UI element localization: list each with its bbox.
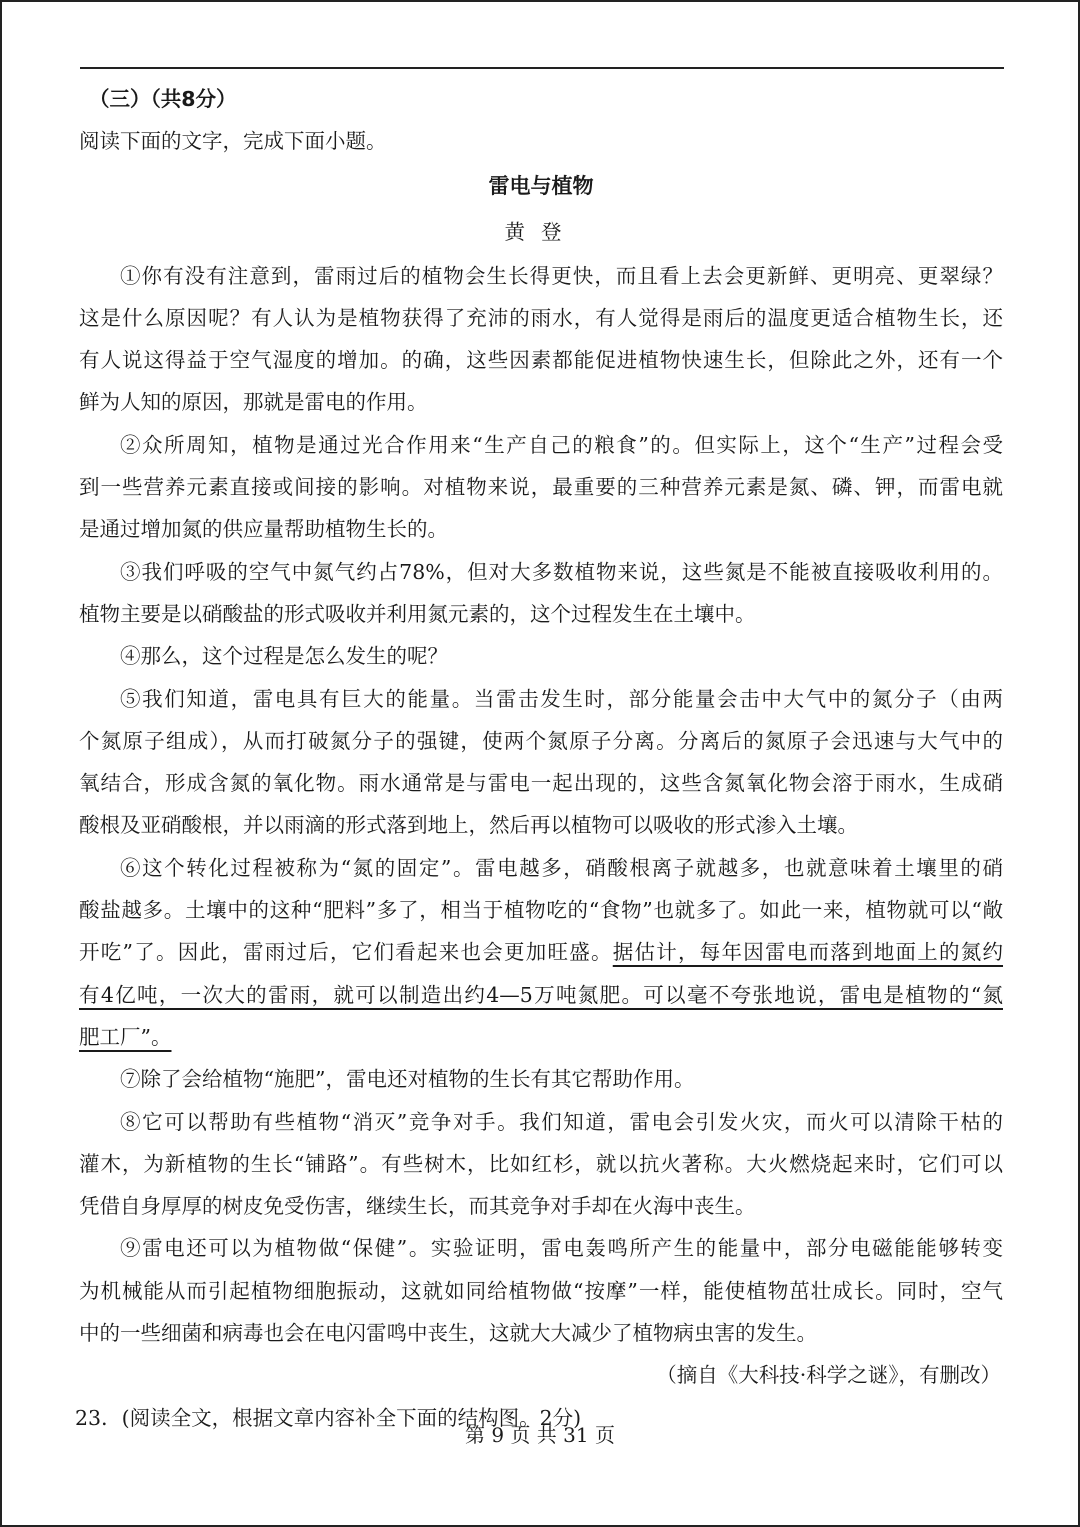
underlined-sentence: 肥工厂”。 bbox=[79, 1024, 172, 1049]
paragraph-line: ⑦除了会给植物“施肥”，雷电还对植物的生长有其它帮助作用。 bbox=[120, 1067, 695, 1092]
paragraph-line: 为机械能从而引起植物细胞振动，这就如同给植物做“按摩”一样，能使植物茁壮成长。同时，空气 bbox=[79, 1278, 1003, 1303]
section-heading: （三）（共8分） bbox=[89, 87, 237, 111]
paragraph-line: 是通过增加氮的供应量帮助植物生长的。 bbox=[79, 517, 448, 542]
paragraph-line: ③我们呼吸的空气中氮气约占78%，但对大多数植物来说，这些氮是不能被直接吸收利用的。 bbox=[120, 559, 1003, 584]
paragraph-line: 酸盐越多。土壤中的这种“肥料”多了，相当于植物吃的“食物”也就多了。如此一来，植物就可以“敞 bbox=[79, 898, 1003, 923]
paragraph-line: 这是什么原因呢？有人认为是植物获得了充沛的雨水，有人觉得是雨后的温度更适合植物生长，还 bbox=[79, 305, 1003, 330]
paragraph-line: 个氮原子组成），从而打破氮分子的强键，使两个氮原子分离。分离后的氮原子会迅速与大气中的 bbox=[79, 728, 1003, 753]
paragraph-line: 到一些营养元素直接或间接的影响。对植物来说，最重要的三种营养元素是氮、磷、钾，而雷电就 bbox=[79, 475, 1003, 500]
paragraph-line: 有人说这得益于空气湿度的增加。的确，这些因素都能促进植物快速生长，但除此之外，还有一个 bbox=[79, 348, 1003, 373]
top-rule bbox=[80, 67, 1004, 69]
paragraph-text: 开吃”了。因此，雷雨过后，它们看起来也会更加旺盛。 bbox=[79, 940, 613, 965]
paragraph-line: ①你有没有注意到，雷雨过后的植物会生长得更快，而且看上去会更新鲜、更明亮、更翠绿？ bbox=[120, 263, 1003, 288]
paragraph-line: 灌木，为新植物的生长“铺路”。有些树木，比如红杉，就以抗火著称。大火燃烧起来时，它们可以 bbox=[79, 1151, 1003, 1176]
paragraph-line: 凭借自身厚厚的树皮免受伤害，继续生长，而其竞争对手却在火海中丧生。 bbox=[79, 1194, 756, 1219]
paragraph-line bbox=[79, 931, 1003, 973]
paragraph-1 bbox=[79, 255, 1003, 424]
paragraph-2 bbox=[79, 424, 1003, 551]
paragraph-line: ⑨雷电还可以为植物做“保健”。实验证明，雷电轰鸣所产生的能量中，部分电磁能能够转变 bbox=[120, 1236, 1003, 1261]
paragraph-5 bbox=[79, 678, 1003, 847]
section-instruction: 阅读下面的文字，完成下面小题。 bbox=[79, 129, 387, 154]
paragraph-line: 中的一些细菌和病毒也会在电闪雷鸣中丧生，这就大大减少了植物病虫害的发生。 bbox=[79, 1321, 817, 1346]
paragraph-line: ⑧它可以帮助有些植物“消灭”竞争对手。我们知道，雷电会引发火灾，而火可以清除干枯的 bbox=[120, 1109, 1003, 1134]
page-number: 第 9 页 共 31 页 bbox=[465, 1423, 615, 1447]
paragraph-line bbox=[79, 974, 1003, 1016]
paragraph-line: ⑥这个转化过程被称为“氮的固定”。雷电越多，硝酸根离子就越多，也就意味着土壤里的硝 bbox=[120, 855, 1003, 880]
article-title: 雷电与植物 bbox=[488, 173, 594, 198]
paragraph-9 bbox=[79, 1227, 1003, 1354]
paragraph-line: 酸根及亚硝酸根，并以雨滴的形式落到地上，然后再以植物可以吸收的形式渗入土壤。 bbox=[79, 813, 858, 838]
paragraph-line: 氧结合，形成含氮的氧化物。雨水通常是与雷电一起出现的，这些含氮氧化物会溶于雨水，生成硝 bbox=[79, 771, 1003, 796]
paragraph-line bbox=[79, 1016, 1003, 1058]
paragraph-line: 植物主要是以硝酸盐的形式吸收并利用氮元素的，这个过程发生在土壤中。 bbox=[79, 601, 756, 626]
paragraph-line: ④那么，这个过程是怎么发生的呢？ bbox=[120, 644, 448, 669]
paragraph-line: 鲜为人知的原因，那就是雷电的作用。 bbox=[79, 390, 428, 415]
underlined-sentence: 据估计，每年因雷电而落到地面上的氮约 bbox=[612, 940, 1004, 965]
question-23: 23．(阅读全文，根据文章内容补全下面的结构图。2分) bbox=[75, 1405, 582, 1430]
article-author: 黄登 bbox=[504, 219, 578, 244]
page-content bbox=[75, 78, 1004, 1439]
paragraph-8 bbox=[79, 1101, 1003, 1228]
underlined-sentence: 有4亿吨，一次大的雷雨，就可以制造出约4—5万吨氮肥。可以毫不夸张地说，雷电是植物的“氮 bbox=[79, 982, 1003, 1007]
paragraph-4 bbox=[79, 635, 1003, 677]
paragraph-6 bbox=[79, 847, 1003, 1058]
paragraph-line: ②众所周知，植物是通过光合作用来“生产自己的粮食”的。但实际上，这个“生产”过程会受 bbox=[120, 432, 1003, 457]
paragraph-3 bbox=[79, 551, 1003, 636]
paragraph-line: ⑤我们知道，雷电具有巨大的能量。当雷击发生时，部分能量会击中大气中的氮分子（由两 bbox=[120, 686, 1003, 711]
article-source: （摘自《大科技·科学之谜》，有删改） bbox=[656, 1363, 1001, 1388]
paragraph-7 bbox=[79, 1058, 1003, 1100]
